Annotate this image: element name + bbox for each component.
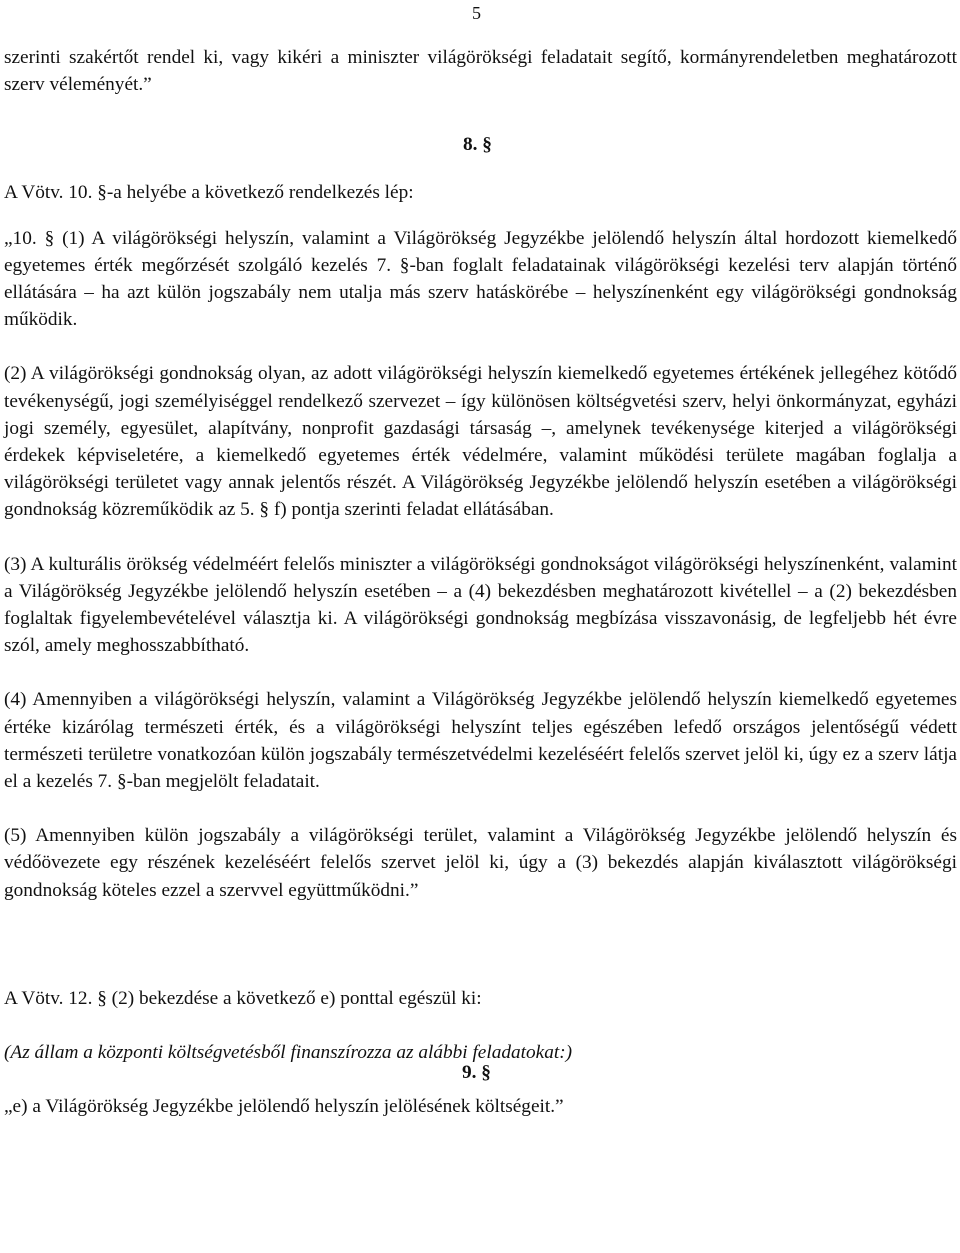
paragraph-context-italic: (Az állam a központi költségvetésből finanszírozza az alábbi feladatokat:) [4,1042,573,1064]
page-number: 5 [472,3,481,23]
paragraph-10-2: (2) A világörökségi gondnokság olyan, az adott világörökségi helyszín kiemelkedő egyetemes értékének jellegéhez kötődő tevékenységű, jogi személyiséggel rendelkező szervezet – így különösen költségvetési szerv, helyi önkormányzat, egyházi jogi személy, egyesület, alapítvány, nonprofit gazdasági társaság –, amelynek tevékenysége kiterjed a világörökségi érdekek képviseletére, a kiemelkedő egyetemes érték védelmére, valamint működési területe magában foglalja a világörökségi területet vagy annak jelentős részét. A Világörökség Jegyzékbe jelölendő helyszín esetében a világörökségi gondnokság közreműködik az 5. § f) pontja szerinti feladat ellátásában. [4,363,957,521]
paragraph-continuation: szerinti szakértőt rendel ki, vagy kikéri a miniszter világörökségi feladatait segítő, kormányrendeletben meghatározott szerv véleményét.” [4,47,957,96]
paragraph-12-2-e: „e) a Világörökség Jegyzékbe jelölendő helyszín jelölésének költségeit.” [4,1096,564,1118]
paragraph-10-4: (4) Amennyiben a világörökségi helyszín, valamint a Világörökség Jegyzékbe jelölendő helyszín kiemelkedő egyetemes értéke kizárólag természeti érték, és a világörökségi helyszínt teljes egészében lefedő országos jelentőségű védett természeti területre vonatkozóan külön jogszabály természetvédelmi kezeléséért felelős szervet jelöl ki, úgy ez a szerv látja el a kezelés 7. §-ban megjelölt feladatait. [4,689,957,793]
section-heading-9: 9. § [462,1062,491,1083]
document-body [4,44,957,1120]
paragraph-10-5: (5) Amennyiben külön jogszabály a világörökségi terület, valamint a Világörökség Jegyzékbe jelölendő helyszín és védőövezete egy részének kezeléséért felelős szervet jelöl ki, úgy a (3) bekezdés alapján kiválasztott világörökségi gondnokság köteles ezzel a szervvel együttműködni.” [4,825,957,901]
section-heading-8: 8. § [463,134,492,155]
paragraph-amendment-intro-10: A Vötv. 10. §-a helyébe a következő rendelkezés lép: [4,182,414,204]
paragraph-10-3: (3) A kulturális örökség védelméért felelős miniszter a világörökségi gondnokságot világörökségi helyszínenként, valamint a Világörökség Jegyzékbe jelölendő helyszín esetében – a (4) bekezdésben meghatározott kivétellel – a (2) bekezdésben foglaltak figyelembevételével választja ki. A világörökségi gondnokság megbízása visszavonásig, de legfeljebb hét évre szól, amely meghosszabbítható. [4,553,957,657]
paragraph-10-1: „10. § (1) A világörökségi helyszín, valamint a Világörökség Jegyzékbe jelölendő helyszín által hordozott kiemelkedő egyetemes érték megőrzését szolgáló kezelés 7. §-ban foglalt feladatainak világörökségi kezelési terv alapján történő ellátására – ha azt külön jogszabály nem utalja más szerv hatáskörébe – helyszínenként egy világörökségi gondnokság működik. [4,227,957,331]
paragraph-amendment-intro-12: A Vötv. 12. § (2) bekezdése a következő e) ponttal egészül ki: [4,987,482,1009]
